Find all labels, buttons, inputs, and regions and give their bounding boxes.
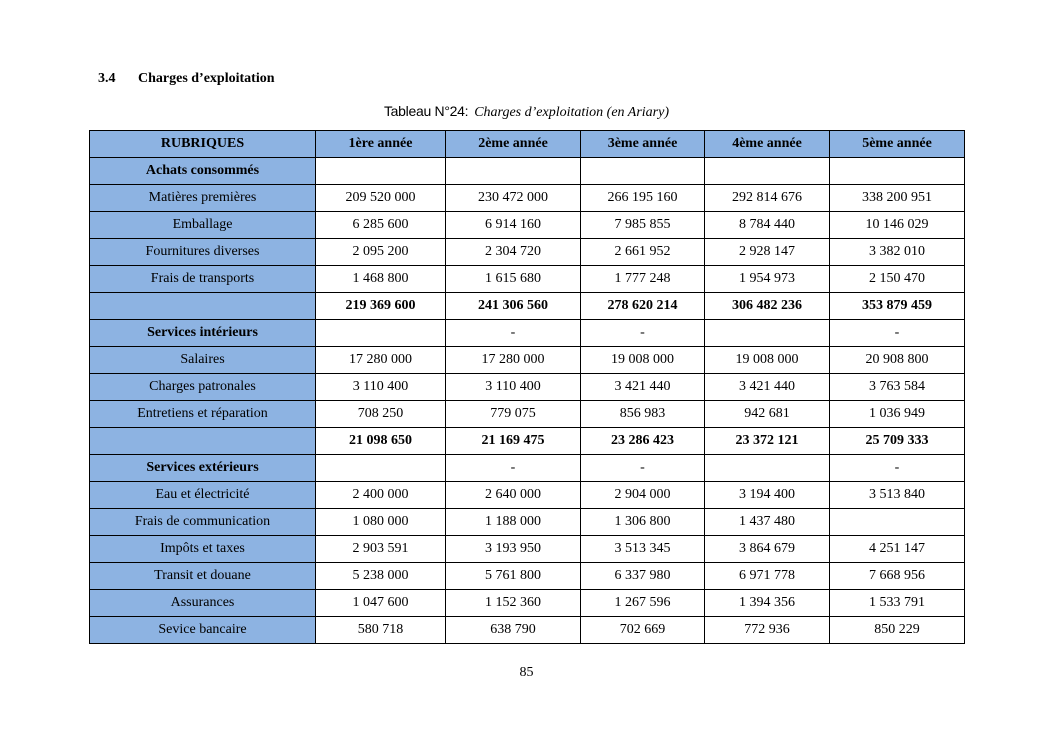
table-row (90, 509, 965, 536)
value-cell-year-5: - (830, 320, 965, 347)
section-heading (98, 71, 275, 87)
value-cell-year-3: - (581, 455, 705, 482)
header-year-2: 2ème année (446, 131, 581, 158)
section-title: Charges d’exploitation (138, 71, 275, 86)
value-cell-year-3: 2 661 952 (581, 239, 705, 266)
subtotal-row (90, 293, 965, 320)
table-row (90, 374, 965, 401)
value-cell-year-1: 6 285 600 (316, 212, 446, 239)
group-row (90, 455, 965, 482)
table-row (90, 590, 965, 617)
value-cell-year-3: 19 008 000 (581, 347, 705, 374)
value-cell-year-3: 6 337 980 (581, 563, 705, 590)
value-cell-year-3: 3 513 345 (581, 536, 705, 563)
rubrique-cell: Transit et douane (90, 563, 316, 590)
value-cell-year-2: 17 280 000 (446, 347, 581, 374)
value-cell-year-2: 1 188 000 (446, 509, 581, 536)
value-cell-year-2: 230 472 000 (446, 185, 581, 212)
value-cell-year-3: 266 195 160 (581, 185, 705, 212)
value-cell-year-2: 3 193 950 (446, 536, 581, 563)
value-cell-year-3: 23 286 423 (581, 428, 705, 455)
value-cell-year-1 (316, 455, 446, 482)
table-row (90, 185, 965, 212)
value-cell-year-1: 1 080 000 (316, 509, 446, 536)
value-cell-year-1: 219 369 600 (316, 293, 446, 320)
caption-text: Charges d’exploitation (en Ariary) (474, 105, 669, 120)
rubrique-cell: Impôts et taxes (90, 536, 316, 563)
value-cell-year-5: 850 229 (830, 617, 965, 644)
rubrique-cell: Services extérieurs (90, 455, 316, 482)
value-cell-year-3: 3 421 440 (581, 374, 705, 401)
table-row (90, 563, 965, 590)
value-cell-year-2: - (446, 320, 581, 347)
value-cell-year-3: 2 904 000 (581, 482, 705, 509)
value-cell-year-5: 3 513 840 (830, 482, 965, 509)
header-rubriques: RUBRIQUES (90, 131, 316, 158)
value-cell-year-4: 3 194 400 (705, 482, 830, 509)
value-cell-year-1: 2 903 591 (316, 536, 446, 563)
value-cell-year-5 (830, 158, 965, 185)
value-cell-year-5: - (830, 455, 965, 482)
value-cell-year-5: 7 668 956 (830, 563, 965, 590)
value-cell-year-3: 7 985 855 (581, 212, 705, 239)
header-year-4: 4ème année (705, 131, 830, 158)
value-cell-year-5: 1 036 949 (830, 401, 965, 428)
value-cell-year-1: 1 468 800 (316, 266, 446, 293)
value-cell-year-3 (581, 158, 705, 185)
value-cell-year-5: 1 533 791 (830, 590, 965, 617)
table-row (90, 482, 965, 509)
value-cell-year-2: 1 615 680 (446, 266, 581, 293)
rubrique-cell: Frais de communication (90, 509, 316, 536)
value-cell-year-5 (830, 509, 965, 536)
value-cell-year-4: 292 814 676 (705, 185, 830, 212)
section-number: 3.4 (98, 71, 116, 86)
value-cell-year-4: 2 928 147 (705, 239, 830, 266)
rubrique-cell: Charges patronales (90, 374, 316, 401)
rubrique-cell: Matières premières (90, 185, 316, 212)
value-cell-year-2: 241 306 560 (446, 293, 581, 320)
value-cell-year-1: 3 110 400 (316, 374, 446, 401)
value-cell-year-5: 25 709 333 (830, 428, 965, 455)
value-cell-year-5: 2 150 470 (830, 266, 965, 293)
value-cell-year-2 (446, 158, 581, 185)
value-cell-year-5: 20 908 800 (830, 347, 965, 374)
rubrique-cell: Achats consommés (90, 158, 316, 185)
rubrique-cell: Entretiens et réparation (90, 401, 316, 428)
value-cell-year-2: 5 761 800 (446, 563, 581, 590)
value-cell-year-4: 942 681 (705, 401, 830, 428)
value-cell-year-4: 772 936 (705, 617, 830, 644)
rubrique-cell: Fournitures diverses (90, 239, 316, 266)
value-cell-year-1: 1 047 600 (316, 590, 446, 617)
value-cell-year-2: 6 914 160 (446, 212, 581, 239)
charges-table (89, 130, 965, 644)
value-cell-year-5: 338 200 951 (830, 185, 965, 212)
group-row (90, 320, 965, 347)
value-cell-year-4: 8 784 440 (705, 212, 830, 239)
value-cell-year-5: 3 763 584 (830, 374, 965, 401)
value-cell-year-4: 3 864 679 (705, 536, 830, 563)
value-cell-year-2: 21 169 475 (446, 428, 581, 455)
value-cell-year-1: 2 095 200 (316, 239, 446, 266)
value-cell-year-5: 3 382 010 (830, 239, 965, 266)
rubrique-cell: Salaires (90, 347, 316, 374)
rubrique-cell: Assurances (90, 590, 316, 617)
table-caption (0, 103, 1053, 121)
value-cell-year-2: 779 075 (446, 401, 581, 428)
value-cell-year-3: 278 620 214 (581, 293, 705, 320)
subtotal-row (90, 428, 965, 455)
table-header-row (90, 131, 965, 158)
table-row (90, 266, 965, 293)
value-cell-year-5: 353 879 459 (830, 293, 965, 320)
value-cell-year-4: 1 437 480 (705, 509, 830, 536)
page-number: 85 (519, 665, 534, 680)
value-cell-year-3: 1 267 596 (581, 590, 705, 617)
table-row (90, 212, 965, 239)
value-cell-year-1 (316, 320, 446, 347)
value-cell-year-4: 6 971 778 (705, 563, 830, 590)
value-cell-year-1: 580 718 (316, 617, 446, 644)
value-cell-year-4 (705, 158, 830, 185)
rubrique-cell (90, 428, 316, 455)
rubrique-cell: Eau et électricité (90, 482, 316, 509)
value-cell-year-3: 1 777 248 (581, 266, 705, 293)
rubrique-cell: Sevice bancaire (90, 617, 316, 644)
value-cell-year-4: 1 954 973 (705, 266, 830, 293)
value-cell-year-2: - (446, 455, 581, 482)
value-cell-year-1: 21 098 650 (316, 428, 446, 455)
value-cell-year-3: 1 306 800 (581, 509, 705, 536)
value-cell-year-2: 3 110 400 (446, 374, 581, 401)
caption-label: Tableau N°24: (383, 103, 469, 119)
value-cell-year-4: 1 394 356 (705, 590, 830, 617)
rubrique-cell: Emballage (90, 212, 316, 239)
value-cell-year-2: 2 304 720 (446, 239, 581, 266)
value-cell-year-2: 1 152 360 (446, 590, 581, 617)
table-row (90, 536, 965, 563)
header-year-5: 5ème année (830, 131, 965, 158)
value-cell-year-1: 2 400 000 (316, 482, 446, 509)
value-cell-year-4 (705, 455, 830, 482)
header-year-1: 1ère année (316, 131, 446, 158)
table-row (90, 401, 965, 428)
value-cell-year-3: 856 983 (581, 401, 705, 428)
rubrique-cell (90, 293, 316, 320)
value-cell-year-1: 209 520 000 (316, 185, 446, 212)
table-row (90, 617, 965, 644)
value-cell-year-4: 306 482 236 (705, 293, 830, 320)
table-body (90, 158, 965, 644)
rubrique-cell: Services intérieurs (90, 320, 316, 347)
value-cell-year-4: 19 008 000 (705, 347, 830, 374)
value-cell-year-4 (705, 320, 830, 347)
value-cell-year-3: 702 669 (581, 617, 705, 644)
value-cell-year-3: - (581, 320, 705, 347)
rubrique-cell: Frais de transports (90, 266, 316, 293)
value-cell-year-2: 638 790 (446, 617, 581, 644)
value-cell-year-4: 3 421 440 (705, 374, 830, 401)
table-row (90, 239, 965, 266)
value-cell-year-1: 5 238 000 (316, 563, 446, 590)
value-cell-year-1: 17 280 000 (316, 347, 446, 374)
value-cell-year-5: 4 251 147 (830, 536, 965, 563)
value-cell-year-1 (316, 158, 446, 185)
value-cell-year-5: 10 146 029 (830, 212, 965, 239)
value-cell-year-2: 2 640 000 (446, 482, 581, 509)
group-row (90, 158, 965, 185)
table-row (90, 347, 965, 374)
value-cell-year-4: 23 372 121 (705, 428, 830, 455)
header-year-3: 3ème année (581, 131, 705, 158)
value-cell-year-1: 708 250 (316, 401, 446, 428)
